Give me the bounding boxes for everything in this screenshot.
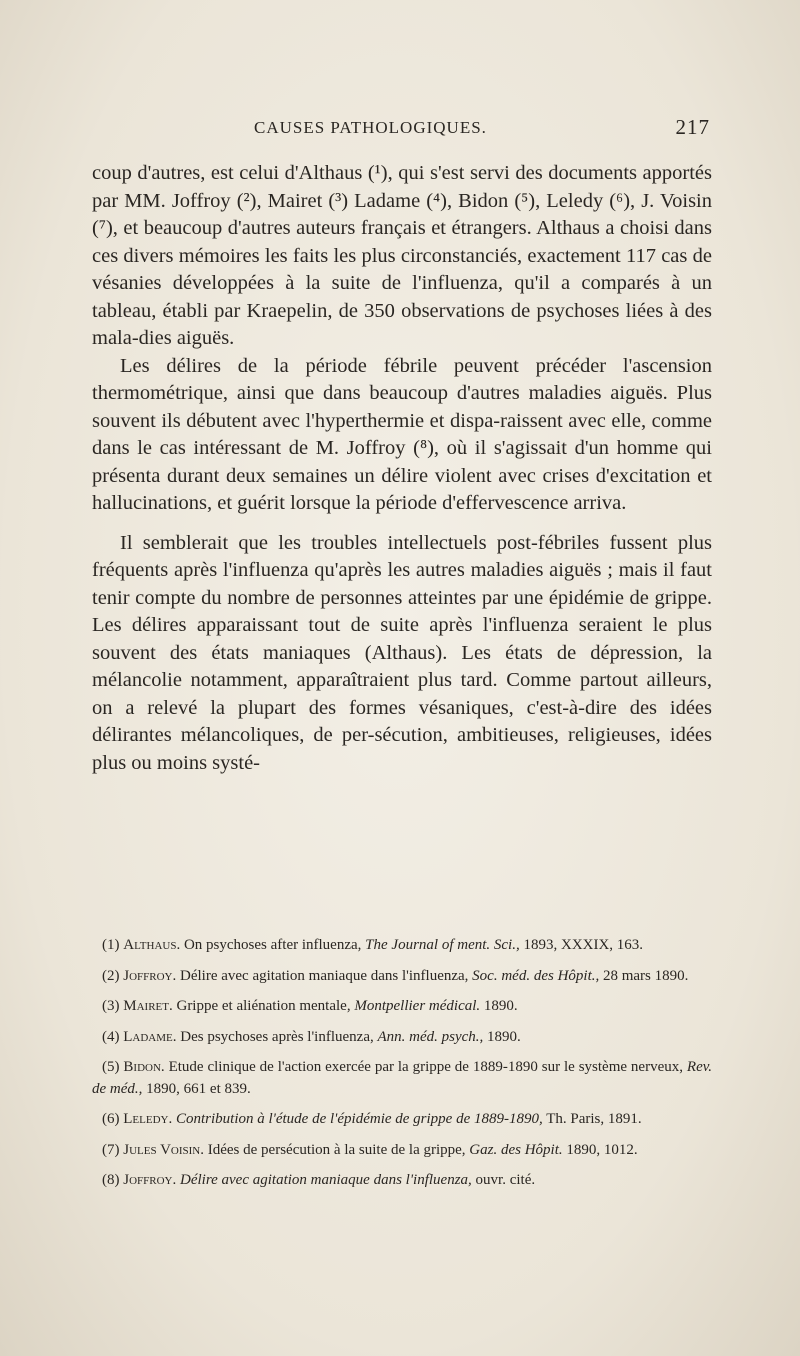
footnotes <box>92 935 712 1201</box>
running-header <box>254 115 710 142</box>
main-text <box>92 160 712 777</box>
paragraph: Il semblerait que les troubles intellectuels post-fébriles fussent plus fréquents après l'influenza qu'après les autres maladies aiguës ; mais il faut tenir compte du nombre de personnes atteintes par une épidémie de grippe. Les délires apparaissant tout de suite après l'influenza seraient le plus souvent des états maniaques (Althaus). Les états de dépression, la mélancolie notamment, apparaîtraient plus tard. Comme partout ailleurs, on a relevé la plupart des formes vésaniques, c'est-à-dire des idées délirantes mélancoliques, de per-sécution, ambitieuses, religieuses, idées plus ou moins systé- <box>92 531 712 774</box>
footnote-4: (4) Ladame. Des psychoses après l'influenza, Ann. méd. psych., 1890. <box>102 1028 521 1045</box>
paragraph: Les délires de la période fébrile peuvent précéder l'ascension thermométrique, ainsi que dans beaucoup d'autres maladies aiguës. Plus souvent ils débutent avec l'hyperthermie et dispa-raissent avec elle, comme dans le cas intéressant de M. Joffroy (⁸), où il s'agissait d'un homme qui présenta durant deux semaines un délire violent avec crises d'excitation et hallucinations, et guérit lorsque la période d'effervescence arriva. <box>92 354 712 514</box>
footnote-5: (5) Bidon. Etude clinique de l'action exercée par la grippe de 1889-1890 sur le système nerveux, Rev. de méd., 1890, 661 et 839. <box>92 1059 713 1097</box>
footnote-1: (1) Althaus. On psychoses after influenza, The Journal of ment. Sci., 1893, XXXIX, 163. <box>102 937 644 953</box>
footnote-7: (7) Jules Voisin. Idées de persécution à la suite de la grippe, Gaz. des Hôpit. 1890, 1012. <box>102 1141 638 1158</box>
footnote-6: (6) Leledy. Contribution à l'étude de l'épidémie de grippe de 1889-1890, Th. Paris, 1891. <box>102 1111 642 1127</box>
footnote-2: (2) Joffroy. Délire avec agitation maniaque dans l'influenza, Soc. méd. des Hôpit., 28 mars 1890. <box>102 967 689 984</box>
page-number: 217 <box>675 115 710 139</box>
header-title: CAUSES PATHOLOGIQUES. <box>254 118 487 137</box>
footnote-8: (8) Joffroy. Délire avec agitation maniaque dans l'influenza, ouvr. cité. <box>102 1172 536 1188</box>
paragraph: coup d'autres, est celui d'Althaus (¹), qui s'est servi des documents apportés par MM. Joffroy (²), Mairet (³) Ladame (⁴), Bidon (⁵), Leledy (⁶), J. Voisin (⁷), et beaucoup d'autres auteurs français et étrangers. Althaus a choisi dans ces divers mémoires les faits les plus circonstanciés, exactement 117 cas de vésanies développées à la suite de l'influenza, qu'il a comparés à un tableau, établi par Kraepelin, de 350 observations de psychoses liées à des mala-dies aiguës. <box>92 162 712 349</box>
footnote-3: (3) Mairet. Grippe et aliénation mentale, Montpellier médical. 1890. <box>102 998 518 1014</box>
